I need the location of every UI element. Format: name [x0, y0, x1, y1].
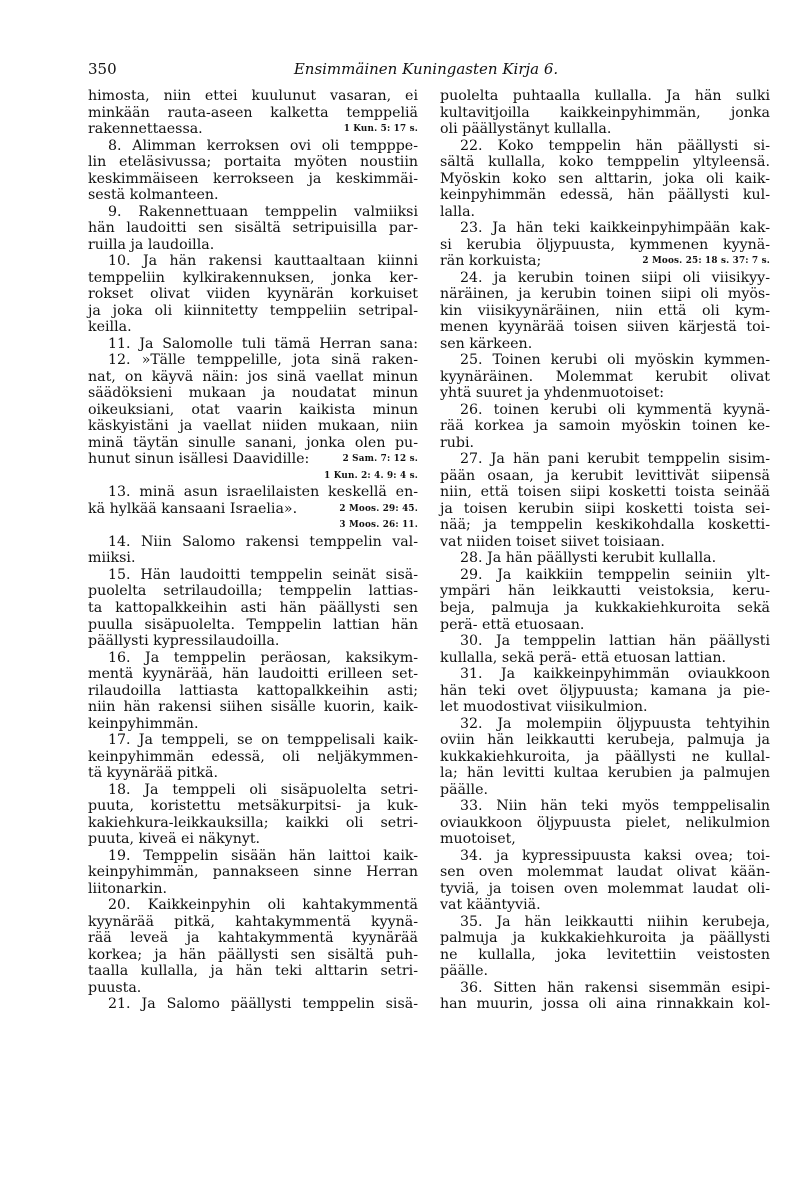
- text-line: [440, 617, 770, 634]
- line-text: si kerubia öljypuusta, kymmenen kyynä-: [440, 236, 770, 253]
- cross-reference: 2 Sam. 7: 12 s.: [342, 454, 418, 465]
- cross-reference: 2 Moos. 25: 18 s. 37: 7 s.: [642, 256, 770, 267]
- line-text: 13. minä asun israelilaisten keskellä en-: [108, 484, 418, 501]
- line-text: oikeuksiani, otat vaarin kaikista minun: [88, 401, 418, 418]
- text-line: [88, 897, 418, 914]
- line-text: ja joka oli kiinnitetty temppeliin setripal-: [88, 302, 418, 319]
- text-line: [88, 88, 418, 105]
- text-line: [88, 699, 418, 716]
- text-line: [88, 303, 418, 320]
- line-text: ta kattopalkkeihin asti hän päällysti sen: [88, 599, 418, 616]
- text-line: [440, 369, 770, 386]
- text-line: [440, 319, 770, 336]
- line-text: 16. Ja temppelin peräosan, kaksikym-: [108, 649, 418, 666]
- line-text: nää; ja temppelin keskikohdalla kosketti-: [440, 517, 770, 534]
- line-text: muotoiset,: [440, 831, 516, 848]
- text-line: [88, 187, 418, 204]
- line-text: rubi.: [440, 434, 475, 451]
- line-text: 10. Ja hän rakensi kauttaaltaan kiinni: [108, 253, 418, 270]
- text-line: [88, 435, 418, 452]
- line-text: ympäri hän leikkautti veistoksia, keru-: [440, 583, 770, 600]
- text-line: [440, 336, 770, 353]
- line-text: mentä kyynärää, hän laudoitti erilleen set-: [88, 666, 418, 683]
- text-line: [440, 270, 770, 287]
- line-text: ruilla ja laudoilla.: [88, 236, 215, 253]
- text-line: [88, 980, 418, 997]
- text-line: [88, 204, 418, 221]
- text-line: [440, 699, 770, 716]
- line-text: 28. Ja hän päällysti kerubit kullalla.: [460, 550, 717, 567]
- line-text: keinpyhimmän, pannakseen sinne Herran: [88, 864, 418, 881]
- line-text: päälle.: [440, 963, 488, 980]
- line-text: 29. Ja kaikkiin temppelin seiniin ylt-: [460, 566, 770, 583]
- line-text: kin viisikyynäräinen, niin että oli kym-: [440, 302, 770, 319]
- line-text: keinpyhimmän edessä, hän päällysti kul-: [440, 187, 770, 204]
- text-line: [440, 848, 770, 865]
- cross-reference: 3 Moos. 26: 11.: [339, 520, 418, 531]
- text-line: [440, 237, 770, 254]
- line-text: tä kyynärää pitkä.: [88, 765, 218, 782]
- text-line: [440, 435, 770, 452]
- text-line: [88, 815, 418, 832]
- line-text: päällysti kypressilaudoilla.: [88, 633, 280, 650]
- text-line: [440, 765, 770, 782]
- line-text: han muurin, jossa oli aina rinnakkain kol-: [440, 996, 770, 1013]
- line-text: keskimmäiseen kerrokseen ja keskimmäi-: [88, 170, 418, 187]
- line-text: ne kullalla, joka levitettiin veistosten: [440, 946, 770, 963]
- text-line: [440, 963, 770, 980]
- text-line: [440, 253, 770, 270]
- line-text: yhtä suuret ja yhdenmuotoiset:: [440, 385, 664, 402]
- line-text: 12. »Tälle temppelille, jota sinä raken-: [108, 352, 418, 369]
- line-text: kä hylkää kansaani Israelia».: [88, 500, 298, 517]
- line-text: kakiehkura-leikkauksilla; kaikki oli setri-: [88, 814, 418, 831]
- line-text: beja, palmuja ja kukkakiehkuroita sekä: [440, 599, 770, 616]
- text-line: [440, 451, 770, 468]
- text-line: [440, 996, 770, 1013]
- line-text: hän teki ovet öljypuusta; kamana ja pie-: [440, 682, 770, 699]
- line-text: puolelta setrilaudoilla; temppelin lattias-: [88, 583, 418, 600]
- line-text: vat kääntyviä.: [440, 897, 541, 914]
- line-text: 9. Rakennettuaan temppelin valmiiksi: [108, 203, 418, 220]
- text-line: [440, 980, 770, 997]
- line-text: sestä kolmanteen.: [88, 187, 219, 204]
- text-line: [440, 583, 770, 600]
- line-text: 21. Ja Salomo päällysti temppelin sisä-: [108, 996, 418, 1013]
- line-text: 30. Ja temppelin lattian hän päällysti: [460, 633, 770, 650]
- line-text: sältä kullalla, koko temppelin yltyleensä.: [440, 154, 770, 171]
- line-text: rää leveä ja kahtakymmentä kyynärää: [88, 930, 418, 947]
- line-text: puuta, koristettu metsäkurpitsi- ja kuk-: [88, 798, 418, 815]
- text-line: [88, 848, 418, 865]
- text-line: [88, 831, 418, 848]
- line-text: päälle.: [440, 781, 488, 798]
- line-text: Myöskin koko sen alttarin, joka oli kaik-: [440, 170, 770, 187]
- line-text: rän korkuista;: [440, 253, 542, 270]
- text-line: [88, 154, 418, 171]
- line-text: oviaukkoon öljypuusta pielet, nelikulmion: [440, 814, 770, 831]
- text-line: [88, 666, 418, 683]
- line-text: 15. Hän laudoitti temppelin seinät sisä-: [108, 566, 418, 583]
- line-text: 19. Temppelin sisään hän laittoi kaik-: [108, 847, 418, 864]
- text-line: [440, 567, 770, 584]
- text-line: [88, 765, 418, 782]
- text-line: [440, 138, 770, 155]
- line-text: rokset olivat viiden kyynärän korkuiset: [88, 286, 418, 303]
- text-line: [440, 897, 770, 914]
- text-line: [440, 633, 770, 650]
- running-title: Ensimmäinen Kuningasten Kirja 6.: [293, 60, 559, 78]
- line-text: sen oven molemmat laudat olivat kään-: [440, 864, 770, 881]
- text-line: [440, 121, 770, 138]
- text-line: [88, 567, 418, 584]
- line-text: tyviä, ja toisen oven molemmat laudat oli-: [440, 880, 770, 897]
- left-text-column: [88, 88, 418, 1013]
- text-line: [88, 451, 418, 468]
- text-line: [88, 105, 418, 122]
- line-text: 36. Sitten hän rakensi sisemmän esipi-: [460, 979, 770, 996]
- line-text: 14. Niin Salomo rakensi temppelin val-: [108, 533, 418, 550]
- text-line: [88, 517, 418, 534]
- text-line: [440, 154, 770, 171]
- line-text: ja toisen kerubin siipi kosketti toista sei-: [440, 500, 770, 517]
- text-line: [440, 650, 770, 667]
- text-line: [440, 220, 770, 237]
- line-text: kyynärää pitkä, kahtakymmentä kyynä-: [88, 913, 418, 930]
- text-line: [88, 732, 418, 749]
- cross-reference: 1 Kun. 5: 17 s.: [343, 124, 418, 135]
- line-text: 31. Ja kaikkeinpyhimmän oviaukkoon: [460, 666, 770, 683]
- text-line: [88, 418, 418, 435]
- cross-reference: 1 Kun. 2: 4. 9: 4 s.: [324, 470, 418, 481]
- text-line: [440, 683, 770, 700]
- text-line: [88, 930, 418, 947]
- line-text: näräinen, ja kerubin toinen siipi oli myös-: [440, 286, 770, 303]
- text-line: [440, 831, 770, 848]
- text-line: [88, 583, 418, 600]
- line-text: 27. Ja hän pani kerubit temppelin sisim-: [460, 451, 770, 468]
- line-text: 35. Ja hän leikkautti niihin kerubeja,: [460, 913, 770, 930]
- line-text: perä- että etuosaan.: [440, 616, 585, 633]
- text-line: [88, 402, 418, 419]
- text-line: [440, 864, 770, 881]
- line-text: temppeliin kylkirakennuksen, jonka ker-: [88, 269, 418, 286]
- text-line: [440, 534, 770, 551]
- text-line: [440, 881, 770, 898]
- text-line: [88, 501, 418, 518]
- text-line: [440, 352, 770, 369]
- text-line: [440, 204, 770, 221]
- text-line: [440, 930, 770, 947]
- text-line: [88, 138, 418, 155]
- text-line: [88, 600, 418, 617]
- line-text: minä täytän sinulle sanani, jonka olen pu-: [88, 434, 418, 451]
- line-text: palmuja ja kukkakiehkuroita ja päällysti: [440, 930, 770, 947]
- cross-reference: 2 Moos. 29: 45.: [339, 503, 418, 514]
- text-line: [440, 749, 770, 766]
- line-text: kukkakiehkuroita, ja päällysti ne kullal-: [440, 748, 770, 765]
- line-text: miiksi.: [88, 550, 136, 567]
- right-text-column: [440, 88, 770, 1013]
- line-text: 25. Toinen kerubi oli myöskin kymmen-: [460, 352, 770, 369]
- line-text: niin, että toisen siipi kosketti toista seinää: [440, 484, 770, 501]
- line-text: 22. Koko temppelin hän päällysti si-: [460, 137, 770, 154]
- text-line: [440, 947, 770, 964]
- line-text: 17. Ja temppeli, se on temppelisali kaik-: [108, 732, 418, 749]
- line-text: puuta, kiveä ei näkynyt.: [88, 831, 261, 848]
- text-line: [88, 716, 418, 733]
- text-line: [88, 253, 418, 270]
- text-line: [440, 484, 770, 501]
- text-line: [440, 385, 770, 402]
- text-line: [440, 468, 770, 485]
- text-line: [440, 600, 770, 617]
- line-text: la; hän levitti kultaa kerubien ja palmujen: [440, 765, 770, 782]
- text-line: [440, 286, 770, 303]
- text-line: [440, 105, 770, 122]
- line-text: 34. ja kypressipuusta kaksi ovea; toi-: [460, 847, 770, 864]
- line-text: keilla.: [88, 319, 132, 336]
- line-text: 23. Ja hän teki kaikkeinpyhimpään kak-: [460, 220, 770, 237]
- text-line: [88, 286, 418, 303]
- text-line: [440, 402, 770, 419]
- line-text: kultavitjoilla kaikkeinpyhimmän, jonka: [440, 104, 770, 121]
- line-text: 33. Niin hän teki myös temppelisalin: [460, 798, 770, 815]
- text-line: [88, 633, 418, 650]
- text-line: [440, 501, 770, 518]
- line-text: liitonarkin.: [88, 880, 168, 897]
- line-text: rakennettaessa.: [88, 121, 203, 138]
- line-text: oli päällystänyt kullalla.: [440, 121, 612, 138]
- text-line: [88, 881, 418, 898]
- line-text: keinpyhimmän.: [88, 715, 199, 732]
- line-text: säädöksieni mukaan ja noudatat minun: [88, 385, 418, 402]
- line-text: 32. Ja molempiin öljypuusta tehtyihin: [460, 715, 770, 732]
- text-line: [88, 798, 418, 815]
- line-text: 18. Ja temppeli oli sisäpuolelta setri-: [108, 781, 418, 798]
- page-header: [88, 60, 764, 80]
- line-text: 26. toinen kerubi oli kymmentä kyynä-: [460, 401, 770, 418]
- line-text: taalla kullalla, ja hän teki alttarin setri-: [88, 963, 418, 980]
- line-text: rilaudoilla lattiasta kattopalkkeihin asti;: [88, 682, 418, 699]
- text-line: [440, 798, 770, 815]
- text-line: [88, 171, 418, 188]
- line-text: 20. Kaikkeinpyhin oli kahtakymmentä: [108, 897, 418, 914]
- line-text: 11. Ja Salomolle tuli tämä Herran sana:: [108, 335, 418, 352]
- text-line: [88, 270, 418, 287]
- text-line: [88, 996, 418, 1013]
- text-line: [88, 484, 418, 501]
- text-line: [88, 947, 418, 964]
- text-line: [440, 187, 770, 204]
- line-text: sen kärkeen.: [440, 335, 533, 352]
- line-text: rää korkea ja samoin myöskin toinen ke-: [440, 418, 770, 435]
- line-text: minkään rauta-aseen kalketta temppeliä: [88, 104, 418, 121]
- text-line: [88, 782, 418, 799]
- text-line: [440, 666, 770, 683]
- text-line: [88, 121, 418, 138]
- line-text: pään osaan, ja kerubit levittivät siipensä: [440, 467, 770, 484]
- text-line: [88, 220, 418, 237]
- line-text: 8. Alimman kerroksen ovi oli tempppe-: [108, 137, 418, 154]
- line-text: 24. ja kerubin toinen siipi oli viisikyy-: [460, 269, 770, 286]
- line-text: puusta.: [88, 979, 142, 996]
- line-text: vat niiden toiset siivet toisiaan.: [440, 533, 665, 550]
- page-number: 350: [88, 60, 117, 78]
- line-text: nat, on käyvä näin: jos sinä vaellat minun: [88, 368, 418, 385]
- line-text: kyynäräinen. Molemmat kerubit olivat: [440, 368, 770, 385]
- text-line: [88, 650, 418, 667]
- text-line: [88, 336, 418, 353]
- text-line: [88, 963, 418, 980]
- line-text: niin hän rakensi siihen sisälle kuorin, kaik-: [88, 699, 418, 716]
- line-text: puolelta puhtaalla kullalla. Ja hän sulki: [440, 88, 770, 104]
- text-line: [88, 534, 418, 551]
- line-text: puulla sisäpuolelta. Temppelin lattian hän: [88, 616, 418, 633]
- line-text: himosta, niin ettei kuulunut vasaran, ei: [88, 88, 418, 104]
- line-text: oviin hän leikkautti kerubeja, palmuja ja: [440, 732, 770, 749]
- text-line: [440, 732, 770, 749]
- line-text: keinpyhimmän edessä, oli neljäkymmen-: [88, 748, 418, 765]
- line-text: lin eteläsivussa; portaita myöten noustiin: [88, 154, 418, 171]
- text-line: [440, 782, 770, 799]
- text-line: [88, 369, 418, 386]
- text-line: [440, 303, 770, 320]
- line-text: korkea; ja hän päällysti sen sisältä puh-: [88, 946, 418, 963]
- text-line: [88, 352, 418, 369]
- text-line: [88, 749, 418, 766]
- line-text: hän laudoitti sen sisältä setripuisilla par-: [88, 220, 418, 237]
- line-text: käskyistäni ja vaellat niiden mukaan, niin: [88, 418, 418, 435]
- text-line: [88, 864, 418, 881]
- text-line: [440, 716, 770, 733]
- text-line: [88, 319, 418, 336]
- text-line: [88, 237, 418, 254]
- text-line: [88, 914, 418, 931]
- text-line: [88, 468, 418, 485]
- text-line: [88, 617, 418, 634]
- text-line: [440, 914, 770, 931]
- text-line: [440, 418, 770, 435]
- line-text: menen kyynärää toisen siiven kärjestä toi-: [440, 319, 770, 336]
- text-line: [88, 683, 418, 700]
- text-line: [440, 550, 770, 567]
- text-line: [440, 815, 770, 832]
- text-line: [440, 171, 770, 188]
- text-line: [440, 88, 770, 105]
- line-text: lalla.: [440, 203, 476, 220]
- text-line: [88, 550, 418, 567]
- line-text: kullalla, sekä perä- että etuosan lattian.: [440, 649, 727, 666]
- text-line: [440, 517, 770, 534]
- line-text: let muodostivat viisikulmion.: [440, 699, 648, 716]
- line-text: hunut sinun isällesi Daavidille:: [88, 451, 310, 468]
- text-line: [88, 385, 418, 402]
